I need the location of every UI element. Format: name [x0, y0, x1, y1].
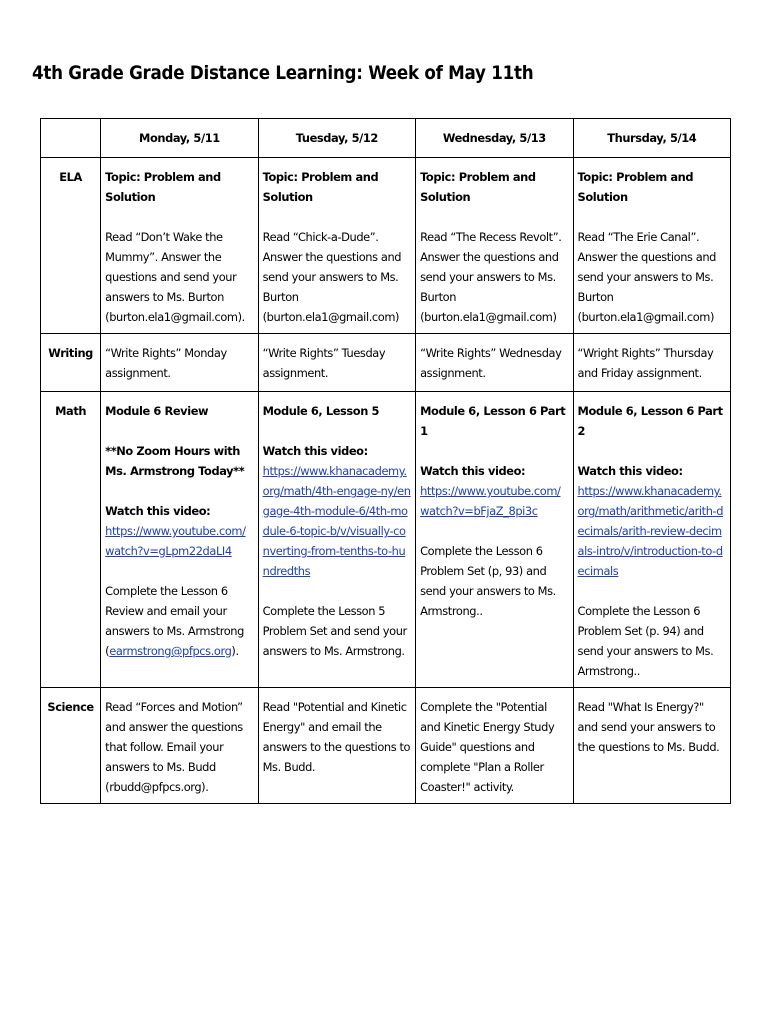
day-header-monday: Monday, 5/11: [101, 119, 258, 158]
science-tuesday-text: Read "Potential and Kinetic Energy" and email the answers to the questions to Ms. Budd.: [262, 700, 411, 774]
math-tuesday-watch-label: Watch this video:: [262, 444, 368, 458]
ela-tuesday-topic: Topic: Problem and Solution: [262, 170, 379, 204]
math-monday-watch-label: Watch this video:: [105, 504, 211, 518]
writing-thursday-cell: [573, 334, 730, 392]
math-wednesday-cell: [416, 392, 573, 688]
subject-science: Science: [41, 688, 101, 804]
math-monday-heading: Module 6 Review: [105, 404, 209, 418]
writing-wednesday-text: “Write Rights” Wednesday assignment.: [420, 346, 562, 380]
math-monday-video-link[interactable]: https://www.youtube.com/watch?v=gLpm22daLI4: [105, 524, 246, 558]
math-monday-note: **No Zoom Hours with Ms. Armstrong Today**: [105, 444, 245, 478]
ela-thursday-topic: Topic: Problem and Solution: [577, 170, 694, 204]
math-thursday-cell: [573, 392, 730, 688]
corner-cell: [41, 119, 101, 158]
math-monday-cell: [101, 392, 258, 688]
ela-thursday-cell: [573, 158, 730, 334]
ela-wednesday-topic: Topic: Problem and Solution: [420, 170, 536, 204]
subject-ela: ELA: [41, 158, 101, 334]
math-monday-task: [105, 581, 253, 661]
math-thursday-heading: Module 6, Lesson 6 Part 2: [577, 404, 723, 438]
subject-math: Math: [41, 392, 101, 688]
science-wednesday-text: Complete the "Potential and Kinetic Energy Study Guide" questions and complete "Plan a Roller Coaster!" activity.: [420, 700, 555, 794]
header-row: [41, 119, 731, 158]
math-thursday-watch-label: Watch this video:: [577, 464, 683, 478]
ela-tuesday-cell: [258, 158, 415, 334]
ela-tuesday-text: Read “Chick-a-Dude”. Answer the questions and send your answers to Ms. Burton (burton.ela1@gmail.com): [262, 230, 402, 324]
ela-thursday-text: Read “The Erie Canal”. Answer the questions and send your answers to Ms. Burton (burton.ela1@gmail.com): [577, 230, 717, 324]
writing-row: [41, 334, 731, 392]
day-header-thursday: Thursday, 5/14: [573, 119, 730, 158]
science-monday-text: Read “Forces and Motion” and answer the questions that follow. Email your answers to Ms. Budd (rbudd@pfpcs.org).: [105, 700, 243, 794]
math-thursday-video-link[interactable]: https://www.khanacademy.org/math/arithmetic/arith-decimals/arith-review-decimals-intro/v/introduction-to-decimals: [577, 484, 724, 578]
writing-wednesday-cell: [416, 334, 573, 392]
day-header-tuesday: Tuesday, 5/12: [258, 119, 415, 158]
ela-wednesday-cell: [416, 158, 573, 334]
ela-row: [41, 158, 731, 334]
math-monday-task-text: Complete the Lesson 6 Review and email your answers to Ms. Armstrong (: [105, 584, 244, 658]
writing-tuesday-text: “Write Rights” Tuesday assignment.: [262, 346, 386, 380]
ela-monday-topic: Topic: Problem and Solution: [105, 170, 221, 204]
math-row: [41, 392, 731, 688]
writing-thursday-text: “Wright Rights” Thursday and Friday assignment.: [577, 346, 714, 380]
math-wednesday-task: Complete the Lesson 6 Problem Set (p, 93) and send your answers to Ms. Armstrong..: [420, 544, 556, 618]
schedule-table: [40, 118, 731, 804]
math-tuesday-video-link[interactable]: https://www.khanacademy.org/math/4th-engage-ny/engage-4th-module-6/4th-module-6-topic-b/v/visually-converting-from-tenths-to-hundredths: [262, 464, 411, 578]
math-thursday-task: Complete the Lesson 6 Problem Set (p. 94) and send your answers to Ms. Armstrong..: [577, 604, 714, 678]
science-thursday-text: Read "What Is Energy?" and send your answers to the questions to Ms. Budd.: [577, 700, 720, 754]
science-thursday-cell: [573, 688, 730, 804]
writing-tuesday-cell: [258, 334, 415, 392]
writing-monday-text: “Write Rights” Monday assignment.: [105, 346, 227, 380]
math-wednesday-heading: Module 6, Lesson 6 Part 1: [420, 404, 566, 438]
science-tuesday-cell: [258, 688, 415, 804]
subject-writing: Writing: [41, 334, 101, 392]
science-wednesday-cell: [416, 688, 573, 804]
ela-wednesday-text: Read “The Recess Revolt”. Answer the questions and send your answers to Ms. Burton (burton.ela1@gmail.com): [420, 230, 562, 324]
science-row: [41, 688, 731, 804]
ela-monday-text: Read “Don’t Wake the Mummy”. Answer the questions and send your answers to Ms. Burton (burton.ela1@gmail.com).: [105, 230, 245, 324]
day-header-wednesday: Wednesday, 5/13: [416, 119, 573, 158]
page-title: 4th Grade Grade Distance Learning: Week of May 11th: [32, 62, 534, 84]
math-wednesday-watch-label: Watch this video:: [420, 464, 526, 478]
science-monday-cell: [101, 688, 258, 804]
math-wednesday-video-link[interactable]: https://www.youtube.com/watch?v=bFjaZ_8pi3c: [420, 484, 561, 518]
ela-monday-cell: [101, 158, 258, 334]
math-monday-task-end: ).: [231, 644, 239, 658]
math-monday-email-link[interactable]: earmstrong@pfpcs.org: [109, 644, 232, 658]
writing-monday-cell: [101, 334, 258, 392]
math-tuesday-task: Complete the Lesson 5 Problem Set and send your answers to Ms. Armstrong.: [262, 604, 407, 658]
math-tuesday-heading: Module 6, Lesson 5: [262, 404, 380, 418]
math-tuesday-cell: [258, 392, 415, 688]
